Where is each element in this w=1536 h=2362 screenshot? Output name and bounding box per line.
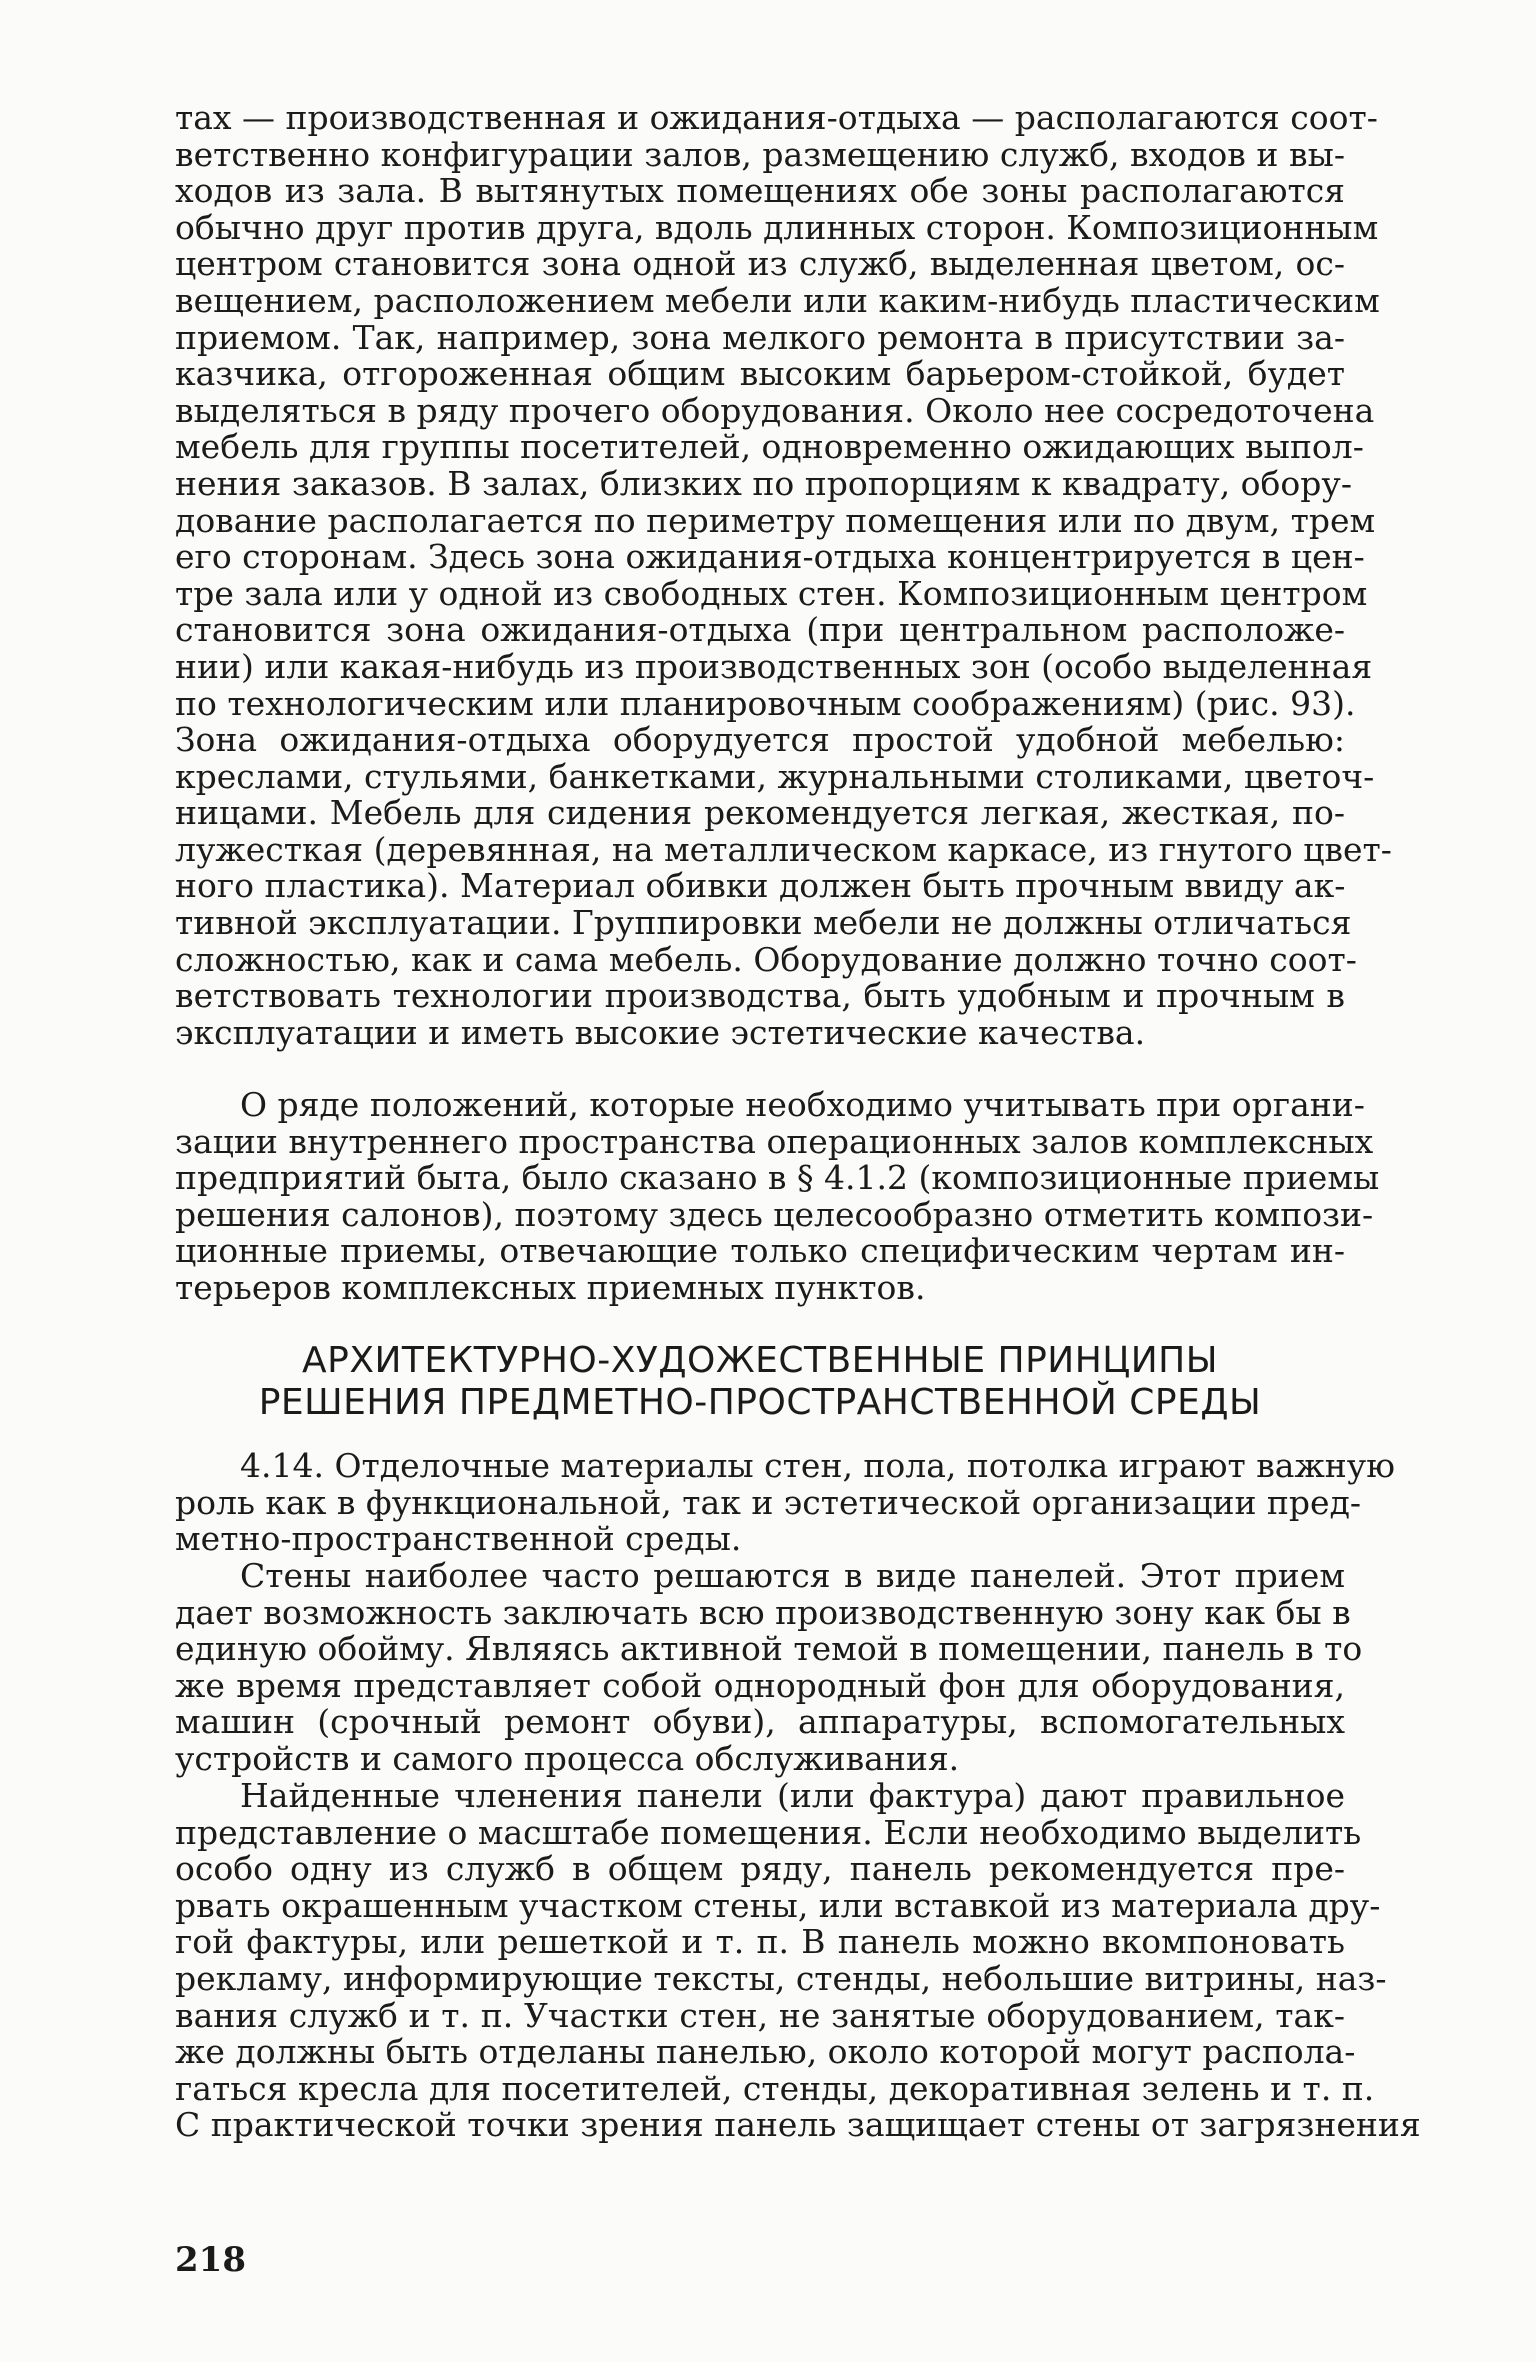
text-line: метно-пространственной среды.: [175, 1519, 742, 1559]
text-line: его сторонам. Здесь зона ожидания-отдыха концентрируется в цен-: [175, 537, 1365, 577]
text-line: казчика, отгороженная общим высоким барьером-стойкой, будет: [175, 354, 1345, 394]
text-line: рвать окрашенным участком стены, или вставкой из материала дру-: [175, 1885, 1381, 1925]
text-line: предприятий быта, было сказано в § 4.1.2 (композиционные приемы: [175, 1158, 1380, 1198]
text-line: рекламу, информирующие тексты, стенды, небольшие витрины, наз-: [175, 1958, 1387, 1998]
paragraph-4: [175, 1556, 1363, 1778]
text-line: мебель для группы посетителей, одновременно ожидающих выпол-: [175, 427, 1364, 467]
text-line: дование располагается по периметру помещения или по двум, трем: [175, 500, 1376, 540]
text-line: центром становится зона одной из служб, выделенная цветом, ос-: [175, 244, 1345, 284]
text-line: решения салонов), поэтому здесь целесообразно отметить компози-: [175, 1194, 1374, 1234]
text-line: устройств и самого процесса обслуживания.: [175, 1738, 960, 1778]
text-line: ветственно конфигурации залов, размещению служб, входов и вы-: [175, 134, 1345, 174]
text-line: гаться кресла для посетителей, стенды, декоративная зелень и т. п.: [175, 2068, 1375, 2108]
text-line: же время представляет собой однородный фон для оборудования,: [175, 1665, 1345, 1705]
text-line: эксплуатации и иметь высокие эстетические качества.: [175, 1012, 1146, 1052]
text-line: терьеров комплексных приемных пунктов.: [175, 1267, 926, 1307]
page-number: 218: [175, 2240, 246, 2280]
text-line: тах — производственная и ожидания-отдыха — располагаются соот-: [175, 98, 1378, 137]
text-line: ционные приемы, отвечающие только специфическим чертам ин-: [175, 1231, 1345, 1271]
text-line: ницами. Мебель для сидения рекомендуется легкая, жесткая, по-: [175, 793, 1345, 833]
text-line: роль как в функциональной, так и эстетической организации пред-: [175, 1482, 1362, 1522]
paragraph-1: [175, 98, 1392, 1052]
text-line: О ряде положений, которые необходимо учитывать при органи-: [240, 1085, 1365, 1124]
text-line: вещением, расположением мебели или каким-нибудь пластическим: [175, 280, 1380, 320]
text-line: вания служб и т. п. Участки стен, не занятые оборудованием, так-: [175, 1995, 1345, 2035]
text-line: же должны быть отделаны панелью, около которой могут распола-: [175, 2032, 1356, 2072]
heading-line: АРХИТЕКТУРНО-ХУДОЖЕСТВЕННЫЕ ПРИНЦИПЫ: [302, 1340, 1218, 1381]
text-line: ветствовать технологии производства, быть удобным и прочным в: [175, 976, 1345, 1016]
text-line: С практической точки зрения панель защищает стены от загрязнения: [175, 2105, 1421, 2145]
text-line: лужесткая (деревянная, на металлическом каркасе, из гнутого цвет-: [175, 829, 1392, 869]
text-line: становится зона ожидания-отдыха (при центральном расположе-: [175, 610, 1345, 650]
paragraph-3: [175, 1446, 1395, 1559]
text-line: нии) или какая-нибудь из производственных зон (особо выделенная: [175, 646, 1373, 686]
heading-line: РЕШЕНИЯ ПРЕДМЕТНО-ПРОСТРАНСТВЕННОЙ СРЕДЫ: [258, 1382, 1262, 1423]
text-line: по технологическим или планировочным соображениям) (рис. 93).: [175, 683, 1356, 723]
text-line: единую обойму. Являясь активной темой в помещении, панель в то: [175, 1629, 1363, 1669]
text-line: ного пластика). Материал обивки должен быть прочным ввиду ак-: [175, 866, 1346, 906]
text-line: Зона ожидания-отдыха оборудуется простой удобной мебелью:: [175, 720, 1345, 760]
text-line: представление о масштабе помещения. Если необходимо выделить: [175, 1812, 1362, 1852]
text-line: выделяться в ряду прочего оборудования. Около нее сосредоточена: [175, 390, 1375, 430]
text-line: тре зала или у одной из свободных стен. Композиционным центром: [175, 573, 1368, 613]
text-line: ходов из зала. В вытянутых помещениях обе зоны располагаются: [175, 171, 1345, 211]
paragraph-5: [175, 1776, 1421, 2145]
paragraph-2: [175, 1085, 1380, 1307]
text-line: особо одну из служб в общем ряду, панель рекомендуется пре-: [175, 1849, 1345, 1889]
text-line: тивной эксплуатации. Группировки мебели не должны отличаться: [175, 903, 1352, 943]
text-line: дает возможность заключать всю производственную зону как бы в: [175, 1592, 1351, 1632]
text-line: приемом. Так, например, зона мелкого ремонта в присутствии за-: [175, 317, 1345, 357]
text-line: обычно друг против друга, вдоль длинных сторон. Композиционным: [175, 207, 1379, 247]
text-line: 4.14. Отделочные материалы стен, пола, потолка играют важную: [240, 1446, 1395, 1485]
section-heading: [175, 1340, 1345, 1424]
text-line: Стены наиболее часто решаются в виде панелей. Этот прием: [240, 1556, 1345, 1595]
text-line: нения заказов. В залах, близких по пропорциям к квадрату, обору-: [175, 463, 1352, 503]
text-line: зации внутреннего пространства операционных залов комплексных: [175, 1121, 1374, 1161]
text-line: сложностью, как и сама мебель. Оборудование должно точно соот-: [175, 939, 1357, 979]
text-line: креслами, стульями, банкетками, журнальными столиками, цветоч-: [175, 756, 1375, 796]
text-line: гой фактуры, или решеткой и т. п. В панель можно вкомпоновать: [175, 1922, 1345, 1962]
text-line: Найденные членения панели (или фактура) дают правильное: [240, 1776, 1345, 1815]
text-line: машин (срочный ремонт обуви), аппаратуры, вспомогательных: [175, 1702, 1345, 1742]
